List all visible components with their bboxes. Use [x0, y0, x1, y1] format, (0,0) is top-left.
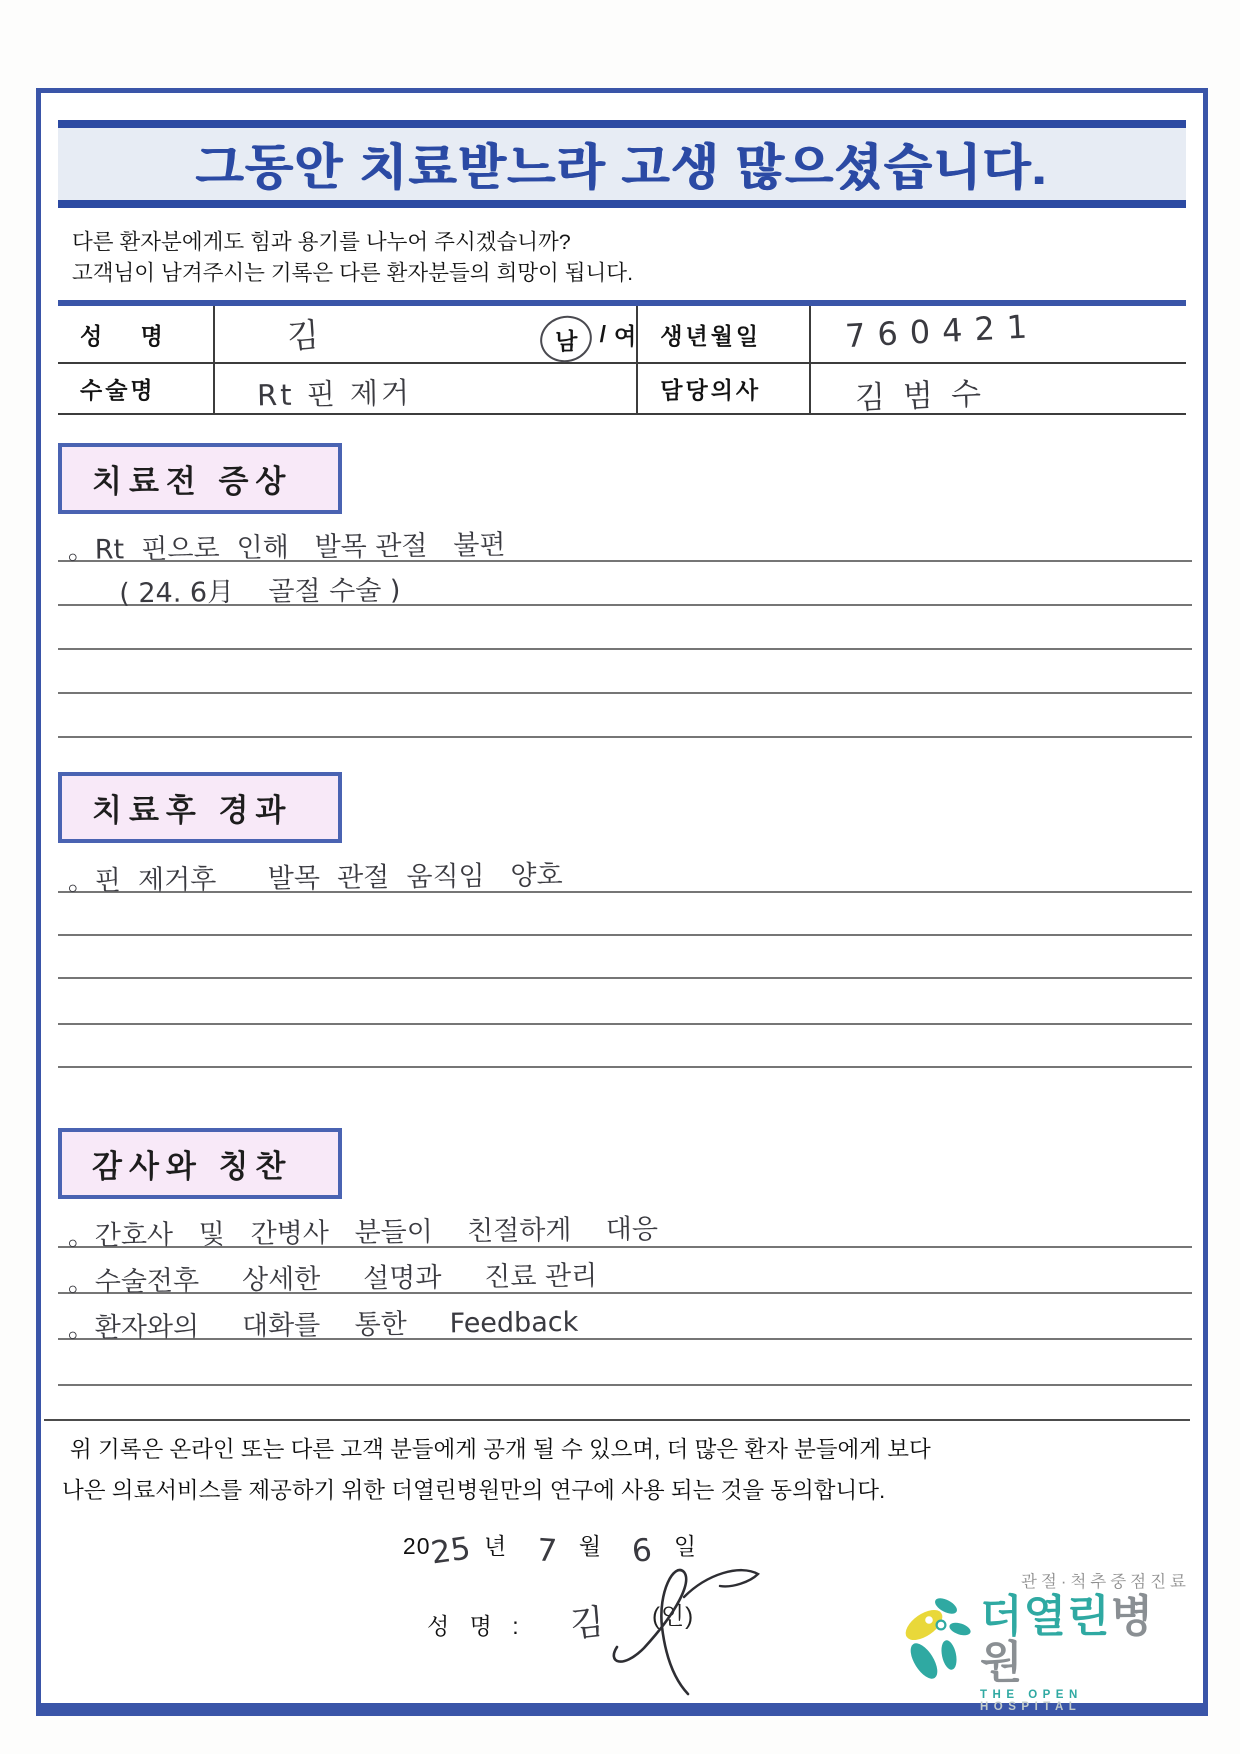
- handwritten-note: ( 24. 6月 골절 수술 ): [67, 574, 401, 611]
- signature-name-label: 성 명 :: [427, 1613, 526, 1639]
- ruled-line: [58, 650, 1192, 694]
- handwritten-name: 김: [286, 314, 321, 357]
- signature-scrawl: [592, 1552, 772, 1702]
- logo-subtitle: [980, 1689, 1190, 1713]
- form-title-band: [58, 120, 1186, 208]
- ruled-line: [58, 694, 1192, 738]
- logo-subtitle-right: HOSPITAL: [980, 1701, 1082, 1713]
- ruled-line: [58, 834, 1192, 898]
- day-label: 일: [673, 1533, 698, 1559]
- ruled-line: [58, 562, 1192, 611]
- logo-name-secondary: 병원: [980, 1592, 1155, 1687]
- doctor-label: 담당의사: [637, 363, 809, 414]
- ruled-line: [58, 505, 1192, 567]
- hospital-logo-mark-icon: [902, 1593, 974, 1689]
- ruled-line: [58, 893, 1192, 936]
- hospital-logo: [902, 1568, 1190, 1713]
- handwritten-note: 。수술전후 상세한 설명과 진료 관리: [67, 1260, 598, 1299]
- handwritten-year: 25: [428, 1530, 473, 1572]
- year-label: 년: [483, 1533, 508, 1559]
- logo-name-primary: 더열린: [980, 1592, 1111, 1641]
- handwritten-surgery: Rt 핀 제거: [257, 375, 413, 413]
- month-label: 월: [578, 1533, 603, 1559]
- gender-separator: /: [599, 320, 607, 347]
- section-pre-treatment-writing-area: [58, 505, 1192, 738]
- section-thanks-writing-area: [58, 1190, 1192, 1386]
- logo-subtitle-left: THE OPEN: [980, 1689, 1083, 1701]
- date-century: 20: [402, 1533, 431, 1559]
- ruled-line: [58, 1248, 1192, 1299]
- ruled-line: [58, 1190, 1192, 1253]
- handwritten-note: 。간호사 및 간병사 분들이 친절하게 대응: [67, 1213, 659, 1253]
- section-title-thanks: 감사와 칭찬: [58, 1128, 342, 1199]
- surgery-label: 수술명: [58, 363, 214, 414]
- intro-text: [72, 227, 633, 289]
- section-title-post-treatment: 치료후 경과: [58, 772, 342, 843]
- patient-info-table: [58, 300, 1186, 415]
- ruled-line: [58, 979, 1192, 1025]
- handwritten-day: 6: [630, 1532, 654, 1570]
- consent-separator: [44, 1419, 1190, 1421]
- table-row: [58, 363, 1186, 414]
- date-line: [0, 1526, 1170, 1572]
- ruled-line: [58, 1340, 1192, 1386]
- surgery-value-cell: [214, 363, 637, 414]
- section-title-pre-treatment: 치료전 증상: [58, 443, 342, 514]
- page-title: 그동안 치료받느라 고생 많으셨습니다.: [196, 141, 1048, 195]
- gender-female-label: 여: [614, 322, 637, 349]
- ruled-line: [58, 606, 1192, 650]
- seal-label: (인): [652, 1603, 695, 1630]
- gender-cell: [540, 303, 638, 363]
- ruled-line: [58, 936, 1192, 979]
- name-value-cell: [214, 303, 539, 363]
- birthdate-value-cell: [810, 303, 1186, 363]
- logo-wordmark: [980, 1594, 1190, 1686]
- logo-tagline: 관절·척추중점진료: [1020, 1573, 1190, 1591]
- ruled-line: [58, 1025, 1192, 1068]
- section-post-treatment-writing-area: [58, 834, 1192, 1068]
- intro-line-1: 다른 환자분에게도 힘과 용기를 나누어 주시겠습니까?: [72, 230, 571, 254]
- handwritten-note: 。핀 제거후 발목 관절 움직임 양호: [67, 859, 563, 898]
- ruled-line: [58, 1294, 1192, 1345]
- doctor-value-cell: [810, 363, 1186, 417]
- handwritten-note: 。Rt 핀으로 인해 발목 관절 불편: [67, 529, 506, 567]
- table-row: [58, 303, 1186, 363]
- handwritten-signature-name: 김: [568, 1602, 606, 1646]
- handwritten-doctor: 김범수: [854, 375, 1000, 417]
- gender-male-circled: 남: [535, 310, 597, 367]
- consent-line-1: 위 기록은 온라인 또는 다른 고객 분들에게 공개 될 수 있으며, 더 많은 환자 분들에게 보다: [70, 1437, 931, 1462]
- consent-line-2: 나은 의료서비스를 제공하기 위한 더열린병원만의 연구에 사용 되는 것을 동의합니다.: [62, 1478, 886, 1503]
- name-label: 성 명: [58, 303, 214, 363]
- handwritten-birthdate: 760421: [843, 306, 1040, 356]
- birthdate-label: 생년월일: [637, 303, 809, 363]
- consent-note: [62, 1429, 1184, 1511]
- intro-line-2: 고객님이 남겨주시는 기록은 다른 환자분들의 희망이 됩니다.: [72, 261, 634, 285]
- handwritten-note: 。환자와의 대화를 통한 Feedback: [67, 1306, 579, 1345]
- handwritten-month: 7: [535, 1532, 559, 1570]
